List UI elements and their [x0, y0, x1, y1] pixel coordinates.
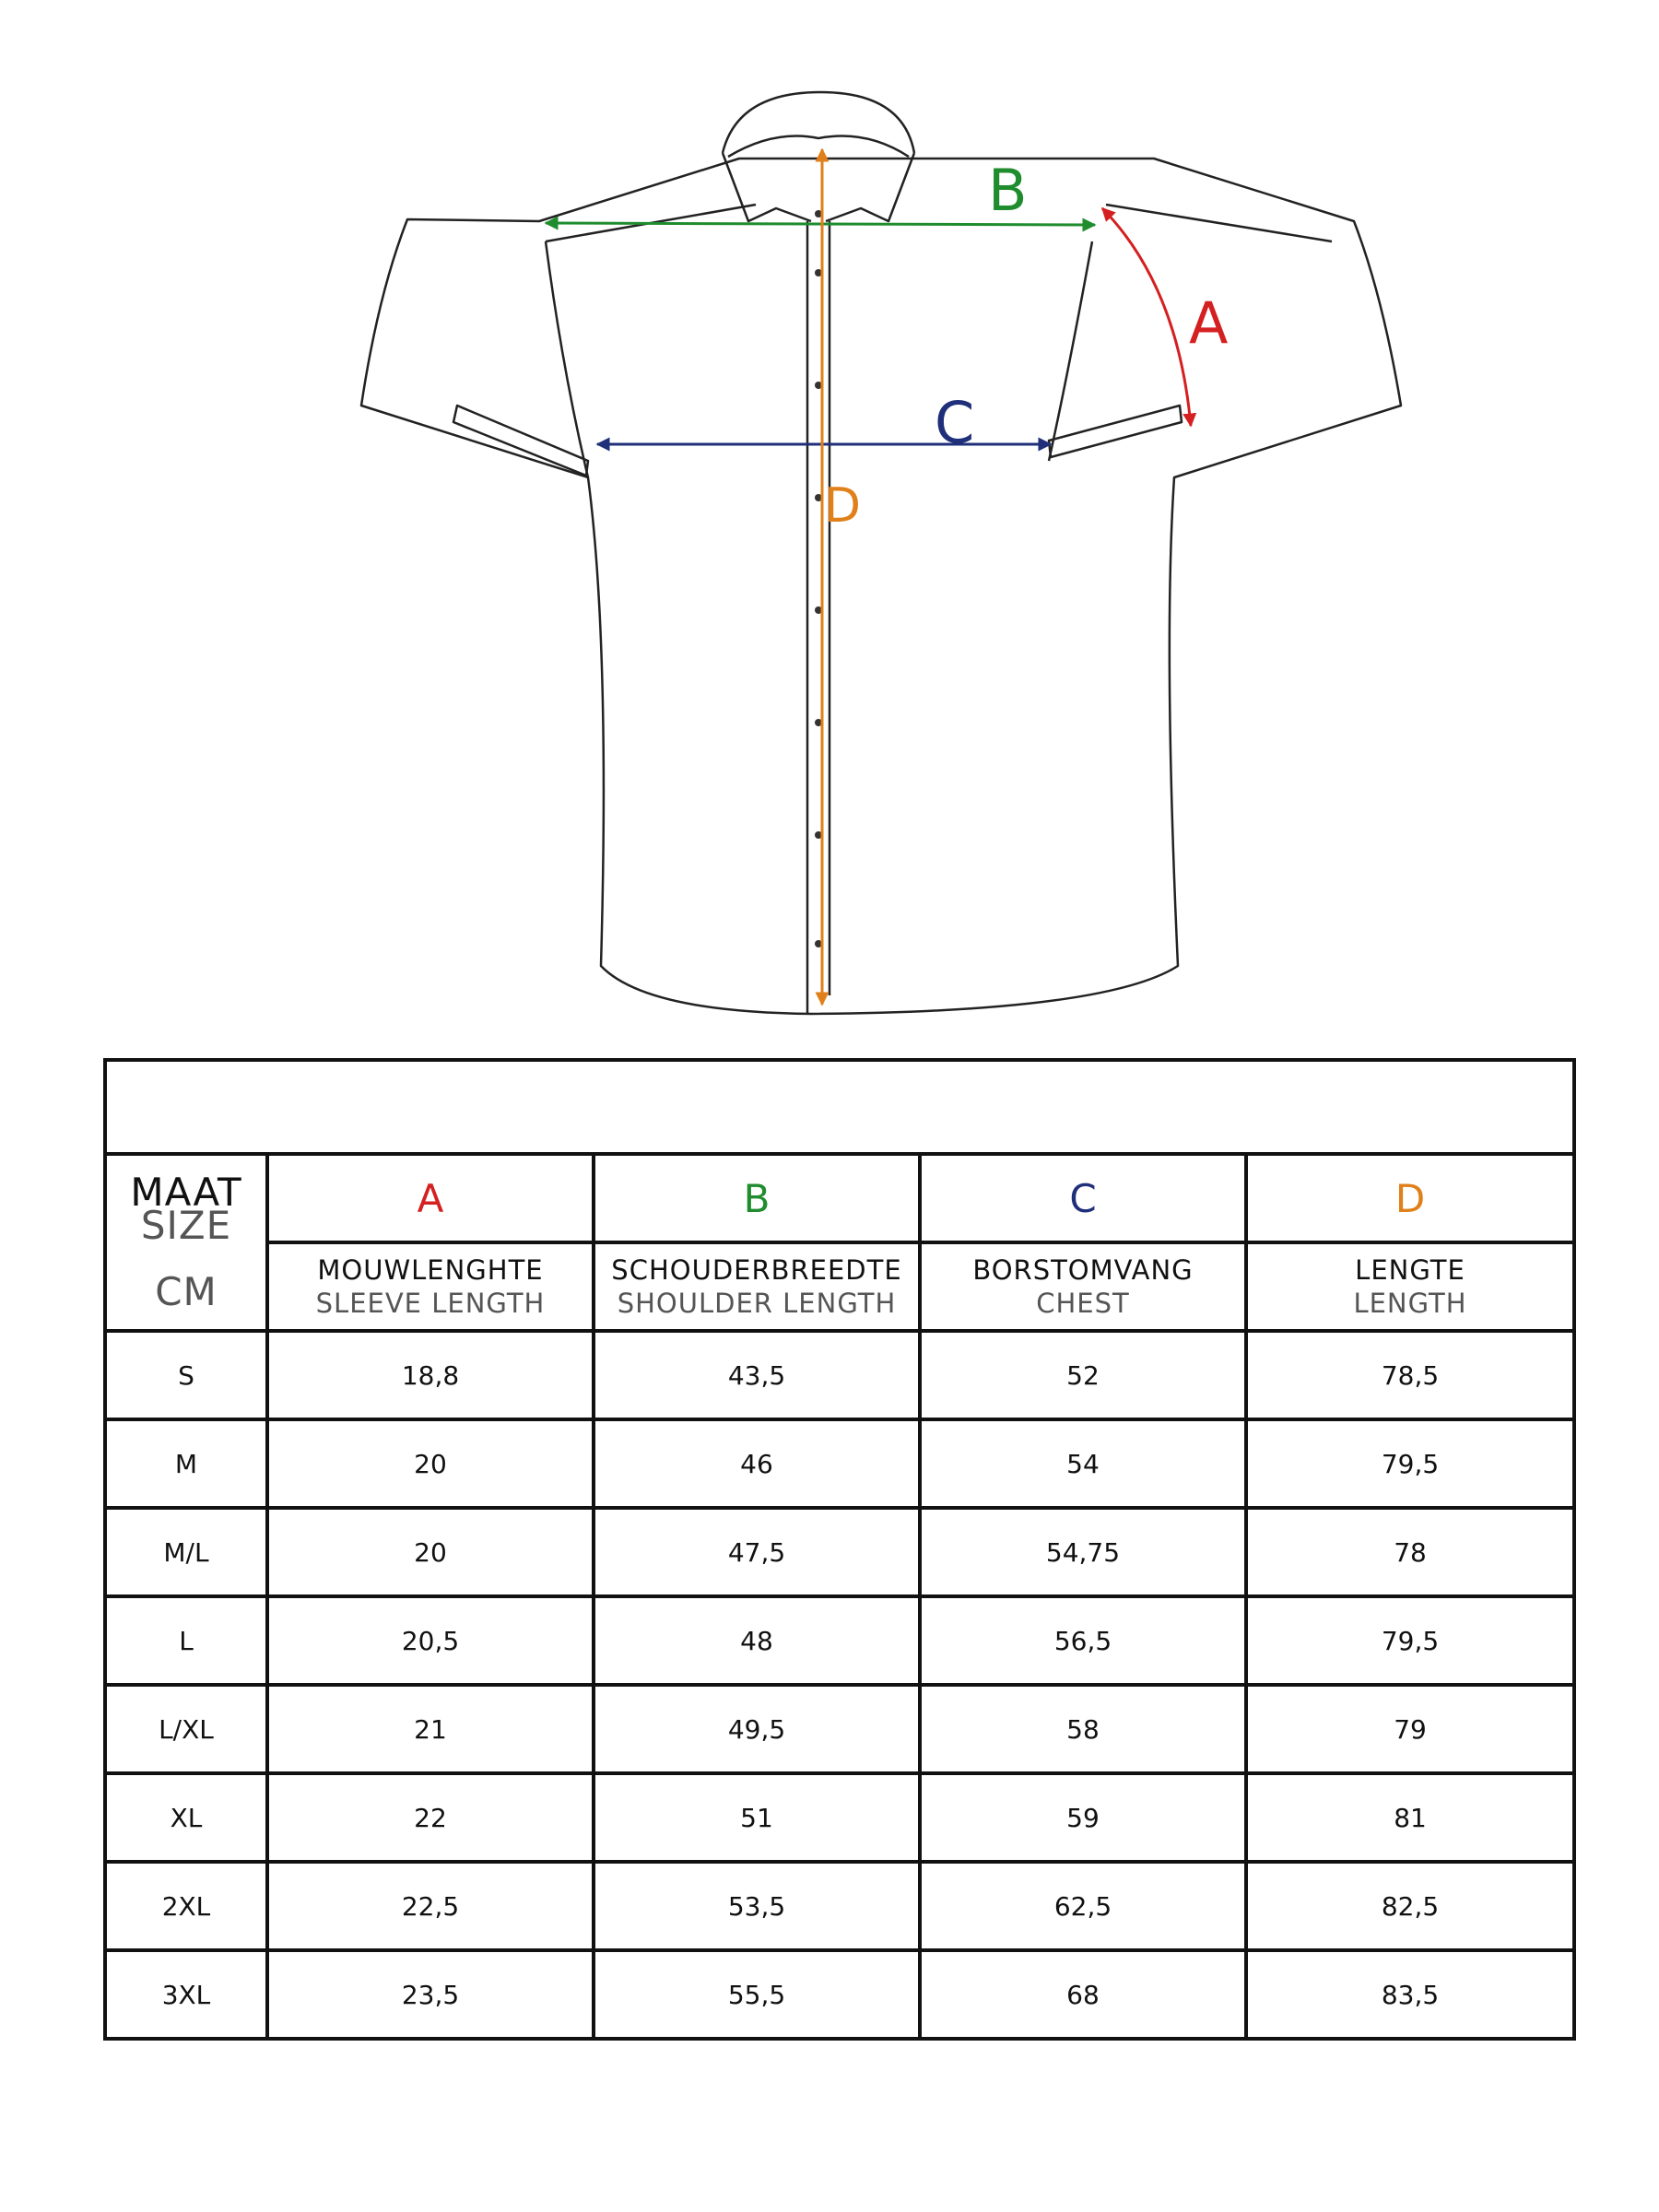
- label-row: [105, 1242, 1574, 1331]
- col-header-b-nl: SCHOUDERBREEDTE: [611, 1254, 902, 1286]
- size-cell: L: [105, 1596, 267, 1685]
- size-header: [105, 1154, 267, 1331]
- value-cell: 62,5: [920, 1862, 1246, 1950]
- value-cell: 18,8: [267, 1331, 594, 1419]
- value-cell: 81: [1246, 1773, 1574, 1862]
- value-cell: 48: [594, 1596, 920, 1685]
- table-row: [105, 1685, 1574, 1773]
- letter-row: [105, 1154, 1574, 1242]
- value-cell: 68: [920, 1950, 1246, 2039]
- table-row: [105, 1331, 1574, 1419]
- shirt-outline: [361, 92, 1401, 1014]
- value-cell: 78: [1246, 1508, 1574, 1596]
- col-header-b-en: SHOULDER LENGTH: [617, 1288, 897, 1319]
- size-cell: 3XL: [105, 1950, 267, 2039]
- value-cell: 23,5: [267, 1950, 594, 2039]
- value-cell: 54,75: [920, 1508, 1246, 1596]
- value-cell: 43,5: [594, 1331, 920, 1419]
- value-cell: 54: [920, 1419, 1246, 1508]
- table-title: [105, 1060, 1574, 1154]
- unit-label: CM: [155, 1269, 218, 1314]
- value-cell: 20: [267, 1508, 594, 1596]
- value-cell: 53,5: [594, 1862, 920, 1950]
- table-row: [105, 1508, 1574, 1596]
- col-header-d-nl: LENGTE: [1355, 1254, 1465, 1286]
- value-cell: 47,5: [594, 1508, 920, 1596]
- value-cell: 20: [267, 1419, 594, 1508]
- label-b: B: [988, 157, 1028, 224]
- size-cell: M: [105, 1419, 267, 1508]
- col-header-c-nl: BORSTOMVANG: [972, 1254, 1194, 1286]
- value-cell: 79: [1246, 1685, 1574, 1773]
- table-row: [105, 1862, 1574, 1950]
- value-cell: 58: [920, 1685, 1246, 1773]
- col-header-d: [1246, 1242, 1574, 1331]
- col-header-c-en: CHEST: [1036, 1288, 1130, 1319]
- col-header-d-en: LENGTH: [1353, 1288, 1467, 1319]
- value-cell: 83,5: [1246, 1950, 1574, 2039]
- size-cell: M/L: [105, 1508, 267, 1596]
- col-letter-c: C: [920, 1154, 1246, 1242]
- col-header-a: [267, 1242, 594, 1331]
- col-header-a-nl: MOUWLENGHTE: [317, 1254, 544, 1286]
- label-c: C: [935, 389, 975, 456]
- value-cell: 55,5: [594, 1950, 920, 2039]
- value-cell: 20,5: [267, 1596, 594, 1685]
- table-title-row: [105, 1060, 1574, 1154]
- size-table: [103, 1058, 1576, 2041]
- value-cell: 79,5: [1246, 1419, 1574, 1508]
- table-row: [105, 1950, 1574, 2039]
- value-cell: 82,5: [1246, 1862, 1574, 1950]
- value-cell: 79,5: [1246, 1596, 1574, 1685]
- value-cell: 59: [920, 1773, 1246, 1862]
- label-a: A: [1189, 289, 1229, 357]
- col-header-b: [594, 1242, 920, 1331]
- table-row: [105, 1419, 1574, 1508]
- value-cell: 49,5: [594, 1685, 920, 1773]
- col-letter-a: A: [267, 1154, 594, 1242]
- value-cell: 22,5: [267, 1862, 594, 1950]
- size-cell: 2XL: [105, 1862, 267, 1950]
- value-cell: 56,5: [920, 1596, 1246, 1685]
- table-row: [105, 1596, 1574, 1685]
- size-header-en: SIZE: [140, 1203, 232, 1248]
- table-row: [105, 1773, 1574, 1862]
- size-cell: XL: [105, 1773, 267, 1862]
- label-d: D: [824, 478, 862, 534]
- col-header-a-en: SLEEVE LENGTH: [315, 1288, 546, 1319]
- shirt-diagram: [0, 0, 1659, 1032]
- value-cell: 21: [267, 1685, 594, 1773]
- value-cell: 46: [594, 1419, 920, 1508]
- value-cell: 22: [267, 1773, 594, 1862]
- value-cell: 52: [920, 1331, 1246, 1419]
- size-cell: S: [105, 1331, 267, 1419]
- col-header-c: [920, 1242, 1246, 1331]
- col-letter-b: B: [594, 1154, 920, 1242]
- size-cell: L/XL: [105, 1685, 267, 1773]
- col-letter-d: D: [1246, 1154, 1574, 1242]
- value-cell: 51: [594, 1773, 920, 1862]
- value-cell: 78,5: [1246, 1331, 1574, 1419]
- size-header-nl: MAAT: [130, 1170, 242, 1215]
